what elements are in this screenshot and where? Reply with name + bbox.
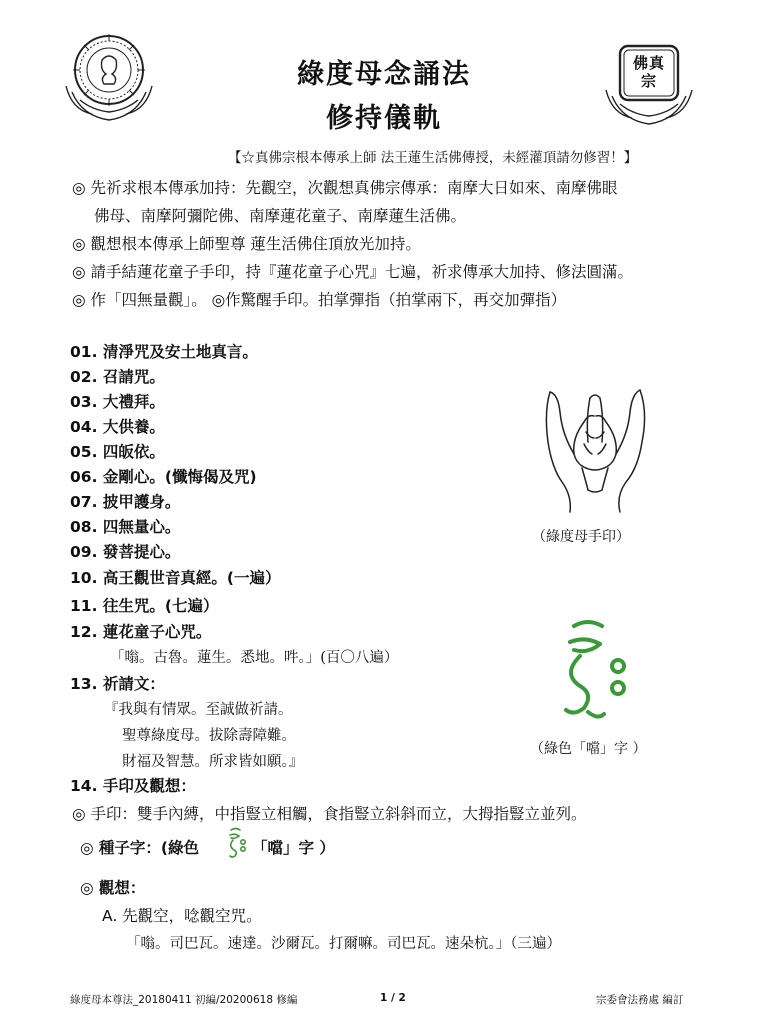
intro-line-2: 佛母、南摩阿彌陀佛、南摩蓮花童子、南摩蓮生活佛。 <box>94 207 467 225</box>
right-seal-text: 佛真宗 <box>632 54 665 90</box>
mudra-description: ◎ 手印：雙手內縛，中指豎立相觸，食指豎立斜斜而立，大拇指豎立並列。 <box>72 805 587 823</box>
step-item: 06. 金剛心。(懺悔偈及咒) <box>70 468 257 486</box>
step-item: 02. 召請咒。 <box>70 368 165 386</box>
page-title-line1: 綠度母念誦法 <box>297 59 471 90</box>
intro-line-3: ◎ 觀想根本傳承上師聖尊 蓮生活佛住頂放光加持。 <box>72 235 421 253</box>
step-14-label: 14. 手印及觀想： <box>70 777 196 795</box>
visualization-label: ◎ 觀想： <box>80 879 146 897</box>
step-item: 03. 大禮拜。 <box>70 393 165 411</box>
step-item: 01. 清淨咒及安土地真言。 <box>70 343 258 361</box>
visualization-step-a: A. 先觀空，唸觀空咒。 <box>102 907 262 925</box>
footer-right: 宗委會法務處 編訂 <box>596 994 684 1006</box>
step-item: 11. 往生咒。(七遍） <box>70 597 219 615</box>
green-seed-syllable-large-icon <box>558 616 634 730</box>
seed-syllable-suffix: 「噹」字 ） <box>252 839 335 857</box>
intro-line-1: ◎ 先祈求根本傳承加持：先觀空，次觀想真佛宗傳承：南摩大日如來、南摩佛眼 <box>72 179 618 197</box>
step-item: 10. 高王觀世音真經。(一遍） <box>70 569 281 587</box>
mudra-caption: （綠度母手印） <box>532 529 630 545</box>
seed-syllable-prefix: ◎ 種子字：(綠色 <box>80 839 200 857</box>
step-item: 07. 披甲護身。 <box>70 493 181 511</box>
right-emblem-icon <box>604 38 694 126</box>
step-item: 09. 發菩提心。 <box>70 543 181 561</box>
transmission-note: 【☆真佛宗根本傳承上師 法王蓮生活佛傳授，未經灌頂請勿修習！】 <box>228 150 638 166</box>
step-item: 04. 大供養。 <box>70 418 165 436</box>
prayer-line-3: 財福及智慧。所求皆如願。』 <box>122 754 304 770</box>
emptiness-mantra: 「嗡。司巴瓦。速達。沙爾瓦。打爾嘛。司巴瓦。速朵杭。」（三遍） <box>126 936 561 952</box>
step-item: 12. 蓮花童子心咒。 <box>70 623 212 641</box>
step-item: 08. 四無量心。 <box>70 518 181 536</box>
prayer-line-2: 聖尊綠度母。拔除壽障難。 <box>122 728 296 744</box>
intro-line-5: ◎ 作「四無量觀」。 ◎作驚醒手印。拍掌彈指（拍掌兩下，再交加彈指） <box>72 291 567 309</box>
step-item: 05. 四皈依。 <box>70 443 165 461</box>
footer-page-number: 1 / 2 <box>380 992 406 1004</box>
mantra-12: 「嗡。古魯。蓮生。悉地。吽。」(百〇八遍） <box>110 650 399 666</box>
mudra-hands-icon <box>532 382 658 516</box>
step-13-label: 13. 祈請文： <box>70 675 165 693</box>
seed-caption: （綠色「噹」字 ） <box>530 741 647 757</box>
green-seed-syllable-small-icon <box>226 826 250 862</box>
footer-left: 綠度母本尊法_20180411 初編/20200618 修編 <box>70 994 298 1006</box>
intro-line-4: ◎ 請手結蓮花童子手印，持『蓮花童子心咒』七遍，祈求傳承大加持、修法圓滿。 <box>72 263 633 281</box>
page-title-line2: 修持儀軌 <box>326 103 442 134</box>
prayer-line-1: 『我與有情眾。至誠做祈請。 <box>104 702 293 718</box>
